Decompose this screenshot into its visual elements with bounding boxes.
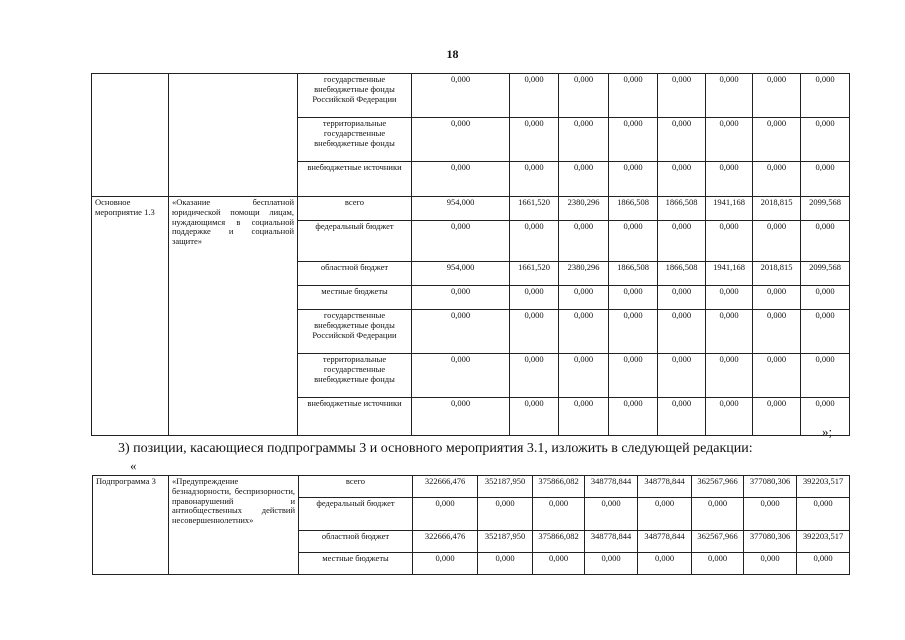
value-cell: 0,000 [510,354,559,398]
value-cell: 0,000 [706,310,753,354]
value-cell: 1866,508 [658,197,706,221]
value-cell: 377080,306 [744,476,797,498]
value-cell: 0,000 [692,553,744,575]
measure-description-cell: «Оказание бесплатной юридической помощи лицам, нуждающимся в социальной поддержке и социальной защите» [169,197,298,436]
funding-source-cell: областной бюджет [299,531,413,553]
value-cell: 0,000 [753,221,801,262]
subprogram-code-cell: Подпрограмма 3 [93,476,169,575]
value-cell: 0,000 [744,553,797,575]
funding-source-cell: всего [298,197,412,221]
subprogram-3-table [92,475,850,575]
value-cell: 0,000 [609,354,658,398]
table-row [93,476,850,498]
amendment-paragraph: 3) позиции, касающиеся подпрограммы 3 и основного мероприятия 3.1, изложить в следующей редакции: [118,441,753,456]
value-cell: 0,000 [510,221,559,262]
closing-quote: »; [822,424,833,439]
value-cell: 0,000 [753,74,801,118]
value-cell: 0,000 [706,118,753,162]
value-cell: 1941,168 [706,262,753,286]
funding-source-cell: местные бюджеты [298,286,412,310]
value-cell: 0,000 [801,162,850,197]
value-cell: 0,000 [753,118,801,162]
subprogram-description-cell: «Предупреждение безнадзорности, беспризорности, правонарушений и антиобщественных действий несовершеннолетних» [169,476,299,575]
funding-table-continued [91,73,850,436]
value-cell: 2380,296 [559,262,609,286]
table-row [92,74,850,118]
value-cell: 0,000 [412,310,510,354]
value-cell: 392203,517 [797,476,850,498]
value-cell: 0,000 [706,74,753,118]
value-cell: 0,000 [412,74,510,118]
value-cell: 0,000 [412,286,510,310]
value-cell: 0,000 [559,74,609,118]
value-cell: 0,000 [559,162,609,197]
value-cell: 0,000 [658,354,706,398]
funding-source-cell: федеральный бюджет [298,221,412,262]
value-cell: 0,000 [510,162,559,197]
value-cell: 0,000 [609,118,658,162]
value-cell: 0,000 [744,498,797,531]
value-cell: 0,000 [801,286,850,310]
value-cell: 0,000 [658,162,706,197]
value-cell: 0,000 [510,118,559,162]
value-cell: 0,000 [753,162,801,197]
value-cell: 2018,815 [753,262,801,286]
value-cell: 1866,508 [609,262,658,286]
measure-code-cell: Основное мероприятие 1.3 [92,197,169,436]
value-cell: 0,000 [706,354,753,398]
value-cell: 0,000 [753,354,801,398]
value-cell: 0,000 [412,162,510,197]
value-cell: 348778,844 [585,531,638,553]
value-cell: 0,000 [801,221,850,262]
value-cell: 0,000 [412,398,510,436]
value-cell: 0,000 [706,162,753,197]
value-cell: 0,000 [638,553,692,575]
value-cell: 0,000 [658,310,706,354]
value-cell: 322666,476 [413,531,478,553]
value-cell: 0,000 [533,553,585,575]
value-cell: 0,000 [658,74,706,118]
value-cell: 348778,844 [638,476,692,498]
value-cell: 0,000 [585,498,638,531]
value-cell: 0,000 [658,221,706,262]
value-cell: 0,000 [559,118,609,162]
value-cell: 0,000 [533,498,585,531]
value-cell: 362567,966 [692,476,744,498]
value-cell: 0,000 [510,74,559,118]
value-cell: 0,000 [797,498,850,531]
funding-source-cell: внебюджетные источники [298,398,412,436]
funding-source-cell: всего [299,476,413,498]
value-cell: 2380,296 [559,197,609,221]
value-cell: 0,000 [413,498,478,531]
value-cell: 0,000 [510,398,559,436]
value-cell: 2099,568 [801,262,850,286]
value-cell: 0,000 [559,221,609,262]
value-cell: 0,000 [412,354,510,398]
funding-source-cell: территориальные государственные внебюджетные фонды [298,354,412,398]
value-cell: 0,000 [753,310,801,354]
page-number: 18 [446,47,459,61]
value-cell: 0,000 [801,398,850,436]
funding-source-cell: внебюджетные источники [298,162,412,197]
value-cell: 0,000 [638,498,692,531]
value-cell: 0,000 [609,398,658,436]
funding-source-cell: федеральный бюджет [299,498,413,531]
value-cell: 0,000 [609,74,658,118]
value-cell: 0,000 [609,286,658,310]
value-cell: 322666,476 [413,476,478,498]
value-cell: 2018,815 [753,197,801,221]
value-cell: 352187,950 [478,531,533,553]
value-cell: 375866,082 [533,531,585,553]
value-cell: 0,000 [706,286,753,310]
value-cell: 0,000 [559,398,609,436]
value-cell: 0,000 [412,118,510,162]
value-cell: 0,000 [609,221,658,262]
value-cell: 0,000 [753,286,801,310]
value-cell: 0,000 [478,498,533,531]
value-cell: 0,000 [559,354,609,398]
value-cell: 0,000 [801,310,850,354]
value-cell: 0,000 [706,398,753,436]
value-cell: 0,000 [609,310,658,354]
value-cell: 0,000 [413,553,478,575]
funding-source-cell: государственные внебюджетные фонды Российской Федерации [298,310,412,354]
value-cell: 0,000 [692,498,744,531]
value-cell: 0,000 [559,286,609,310]
value-cell: 1866,508 [609,197,658,221]
value-cell: 348778,844 [638,531,692,553]
value-cell: 352187,950 [478,476,533,498]
value-cell: 0,000 [801,74,850,118]
value-cell: 0,000 [658,398,706,436]
value-cell: 0,000 [412,221,510,262]
value-cell: 0,000 [658,118,706,162]
value-cell: 392203,517 [797,531,850,553]
blank-description-cell [169,74,298,197]
funding-source-cell: областной бюджет [298,262,412,286]
value-cell: 348778,844 [585,476,638,498]
value-cell: 0,000 [510,310,559,354]
value-cell: 375866,082 [533,476,585,498]
blank-code-cell [92,74,169,197]
value-cell: 954,000 [412,197,510,221]
value-cell: 1661,520 [510,262,559,286]
value-cell: 0,000 [478,553,533,575]
opening-quote: « [130,458,137,473]
value-cell: 1866,508 [658,262,706,286]
value-cell: 0,000 [753,398,801,436]
value-cell: 1941,168 [706,197,753,221]
value-cell: 0,000 [801,118,850,162]
value-cell: 0,000 [801,354,850,398]
value-cell: 0,000 [706,221,753,262]
value-cell: 362567,966 [692,531,744,553]
funding-source-cell: государственные внебюджетные фонды Российской Федерации [298,74,412,118]
value-cell: 1661,520 [510,197,559,221]
funding-source-cell: территориальные государственные внебюджетные фонды [298,118,412,162]
value-cell: 0,000 [510,286,559,310]
table-row [92,197,850,221]
value-cell: 377080,306 [744,531,797,553]
value-cell: 0,000 [559,310,609,354]
value-cell: 0,000 [658,286,706,310]
value-cell: 954,000 [412,262,510,286]
value-cell: 0,000 [585,553,638,575]
value-cell: 0,000 [609,162,658,197]
value-cell: 0,000 [797,553,850,575]
value-cell: 2099,568 [801,197,850,221]
funding-source-cell: местные бюджеты [299,553,413,575]
